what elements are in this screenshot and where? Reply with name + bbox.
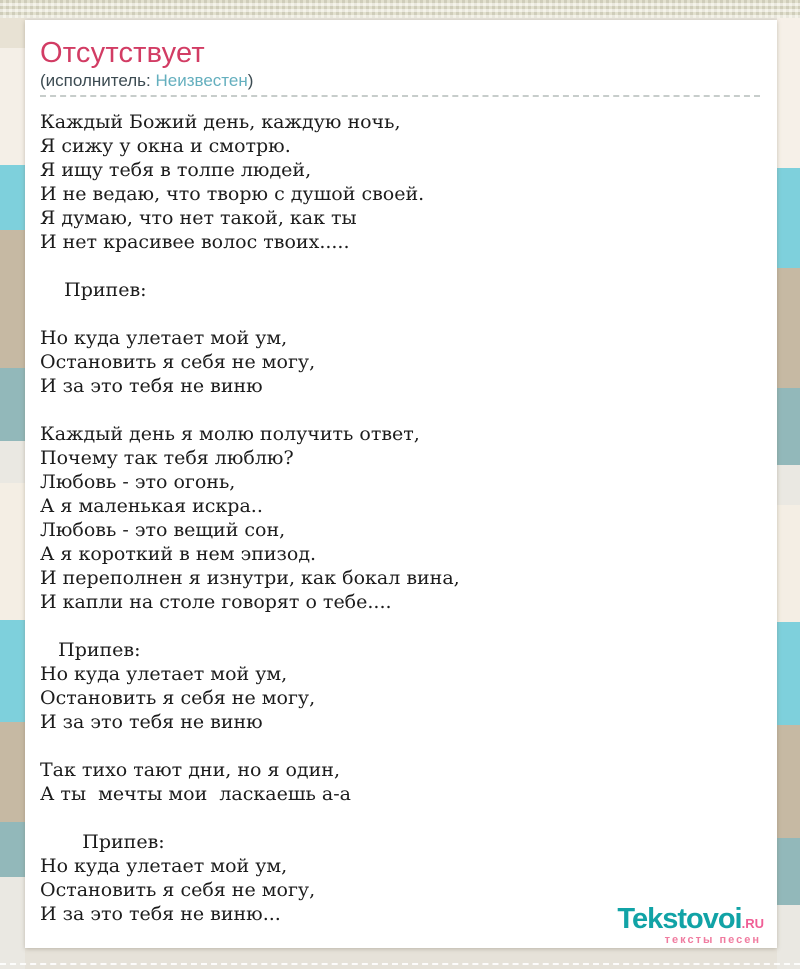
logo-tagline: тексты песен <box>664 934 761 946</box>
artist-label: (исполнитель: <box>40 71 156 90</box>
site-logo[interactable] <box>617 905 764 946</box>
logo-tld-text: .RU <box>741 916 764 931</box>
lyrics-card <box>25 20 777 948</box>
right-stripe-column <box>777 0 800 969</box>
top-texture-strip <box>0 0 800 18</box>
lyrics-text: Каждый Божий день, каждую ночь, Я сижу у окна и смотрю. Я ищу тебя в толпе людей, И не ведаю, что творю с душой своей. Я думаю, что нет такой, как ты И нет красивее волос твоих..... Припев: Но куда улетает мой ум, Остановить я себя не могу, И за это тебя не виню Каждый день я молю получить ответ, Почему так тебя люблю? Любовь - это огонь, А я маленькая искра.. Любовь - это вещий сон, А я короткий в нем эпизод. И переполнен я изнутри, как бокал вина, И капли на столе говорят о тебе.... Припев: Но куда улетает мой ум, Остановить я себя не могу, И за это тебя не виню Так тихо тают дни, но я один, А ты мечты мои ласкаешь а-а Припев: Но куда улетает мой ум, Остановить я себя не могу, И за это тебя не виню... <box>40 111 460 925</box>
logo-wordmark <box>617 905 764 934</box>
logo-name-text: Tekstovoi <box>617 903 742 935</box>
bottom-dashed-line <box>0 963 800 965</box>
left-stripe-column <box>0 0 25 969</box>
artist-link[interactable]: Неизвестен <box>155 71 248 90</box>
artist-line <box>40 71 760 91</box>
artist-suffix: ) <box>247 71 254 90</box>
dashed-separator <box>40 95 760 97</box>
song-title: Отсутствует <box>40 37 205 69</box>
